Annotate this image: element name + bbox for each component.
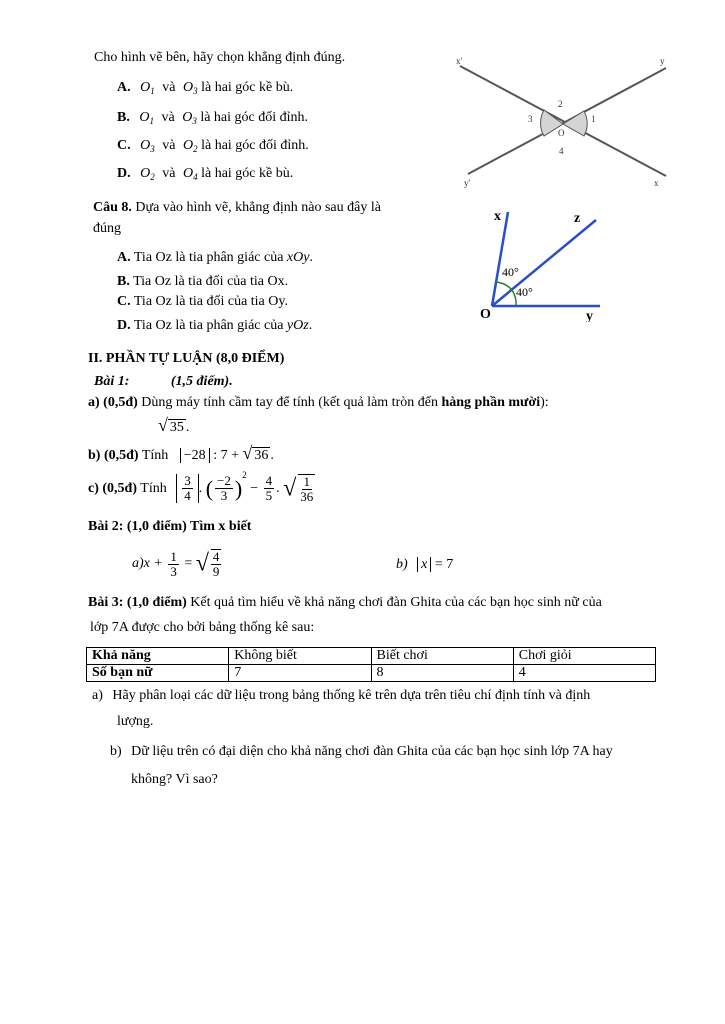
q7-prompt: Cho hình vẽ bên, hãy chọn khẳng định đúng. [94,50,346,65]
label-o: O [480,307,491,322]
label-angle-2: 40° [516,285,533,299]
q8-figure-angle-bisector [472,202,612,322]
table-header-cell: Biết chơi [371,648,513,665]
angle-arc-1 [563,111,587,136]
q8-option-b[interactable]: B. Tia Oz là tia đối của tia Ox. [117,274,289,289]
q8-prompt-line2: đúng [93,221,121,236]
q8-prompt: Câu 8. Dựa vào hình vẽ, khẳng định nào sau đây là [93,200,381,215]
q7-option-a[interactable]: A. $O_1$ và $O_3$ là hai góc kề bù. [117,80,294,96]
table-header-row [87,648,656,665]
bai2-heading: Bài 2: (1,0 điểm) Tìm x biết [88,519,252,534]
label-n1: 1 [591,114,596,124]
angle-arc-outer [496,282,512,290]
bai3-b-line2: không? Vì sao? [131,772,218,787]
label-n3: 3 [528,114,533,124]
bai3-intro-line2: lớp 7A được cho bởi bảng thống kê sau: [90,620,315,635]
table-cell: 8 [371,665,513,682]
table-header-cell: Khả năng [87,648,229,665]
table-header-cell: Không biết [229,648,371,665]
table-header-cell: Chơi giỏi [513,648,655,665]
q8-option-a[interactable]: A. Tia Oz là tia phân giác của xOy. [117,250,313,265]
bai3-intro: Bài 3: (1,0 điểm) Kết quả tìm hiểu về khả năng chơi đàn Ghita của các bạn học sinh nữ của [88,595,602,610]
part2-heading: II. PHẦN TỰ LUẬN (8,0 ĐIỂM) [88,351,285,366]
q8-option-c[interactable]: C. Tia Oz là tia đối của tia Oy. [117,294,288,309]
label-x: x [494,209,501,224]
ray-ox [492,212,508,306]
label-n2: 2 [558,99,563,109]
table-cell: 7 [229,665,371,682]
label-x-prime: x' [456,56,463,66]
bai3-a: a) Hãy phân loại các dữ liệu trong bảng thống kê trên dựa trên tiêu chí định tính và định [92,688,591,703]
table-cell: 4 [513,665,655,682]
bai1-b: b) (0,5đ) Tính −28 : 7 + √ 36 . [88,443,274,463]
q7-option-d[interactable]: D. $O_2$ và $O_4$ là hai góc kề bù. [117,166,294,182]
bai2-a: a)x + $\frac{1}{3}$ = √ $\frac{4}{9}$ [132,548,220,579]
bai3-a-line2: lượng. [117,714,154,729]
label-z: z [574,211,581,226]
bai1-a: a) (0,5đ) Dùng máy tính cầm tay để tính (kết quả làm tròn đến hàng phần mười): [88,395,549,410]
bai2-b: b) x = 7 [396,557,454,572]
label-y: y [586,309,593,322]
bai1-heading: Bài 1: (1,5 điểm). [94,374,233,389]
q7-figure-intersecting-lines [448,52,678,192]
line-xprime-x [460,66,666,176]
ray-oz [492,220,596,306]
table-row [87,665,656,682]
bai3-b: b) Dữ liệu trên có đại diện cho khả năng chơi đàn Ghita của các bạn học sinh lớp 7A hay [110,744,613,759]
label-o: O [558,128,565,138]
label-n4: 4 [559,146,564,156]
q8-option-d[interactable]: D. Tia Oz là tia phân giác của yOz. [117,318,313,333]
label-y: y [660,56,665,66]
label-y-prime: y' [464,178,471,188]
q7-option-b[interactable]: B. $O_1$ và $O_3$ là hai góc đối đỉnh. [117,110,309,126]
bai1-a-expression: √ 35 . [158,415,190,435]
statistics-table [86,647,656,682]
bai1-c: c) (0,5đ) Tính $\frac{3}{4}$ . ( $\frac{-2}{3}$ )$^2$ − $\frac{4}{5}$ . √ $\frac{1}{36}$ [88,470,314,504]
q7-option-c[interactable]: C. $O_3$ và $O_2$ là hai góc đối đỉnh. [117,138,309,154]
label-x: x [654,178,659,188]
label-angle-1: 40° [502,265,519,279]
table-row-label: Số bạn nữ [87,665,229,682]
